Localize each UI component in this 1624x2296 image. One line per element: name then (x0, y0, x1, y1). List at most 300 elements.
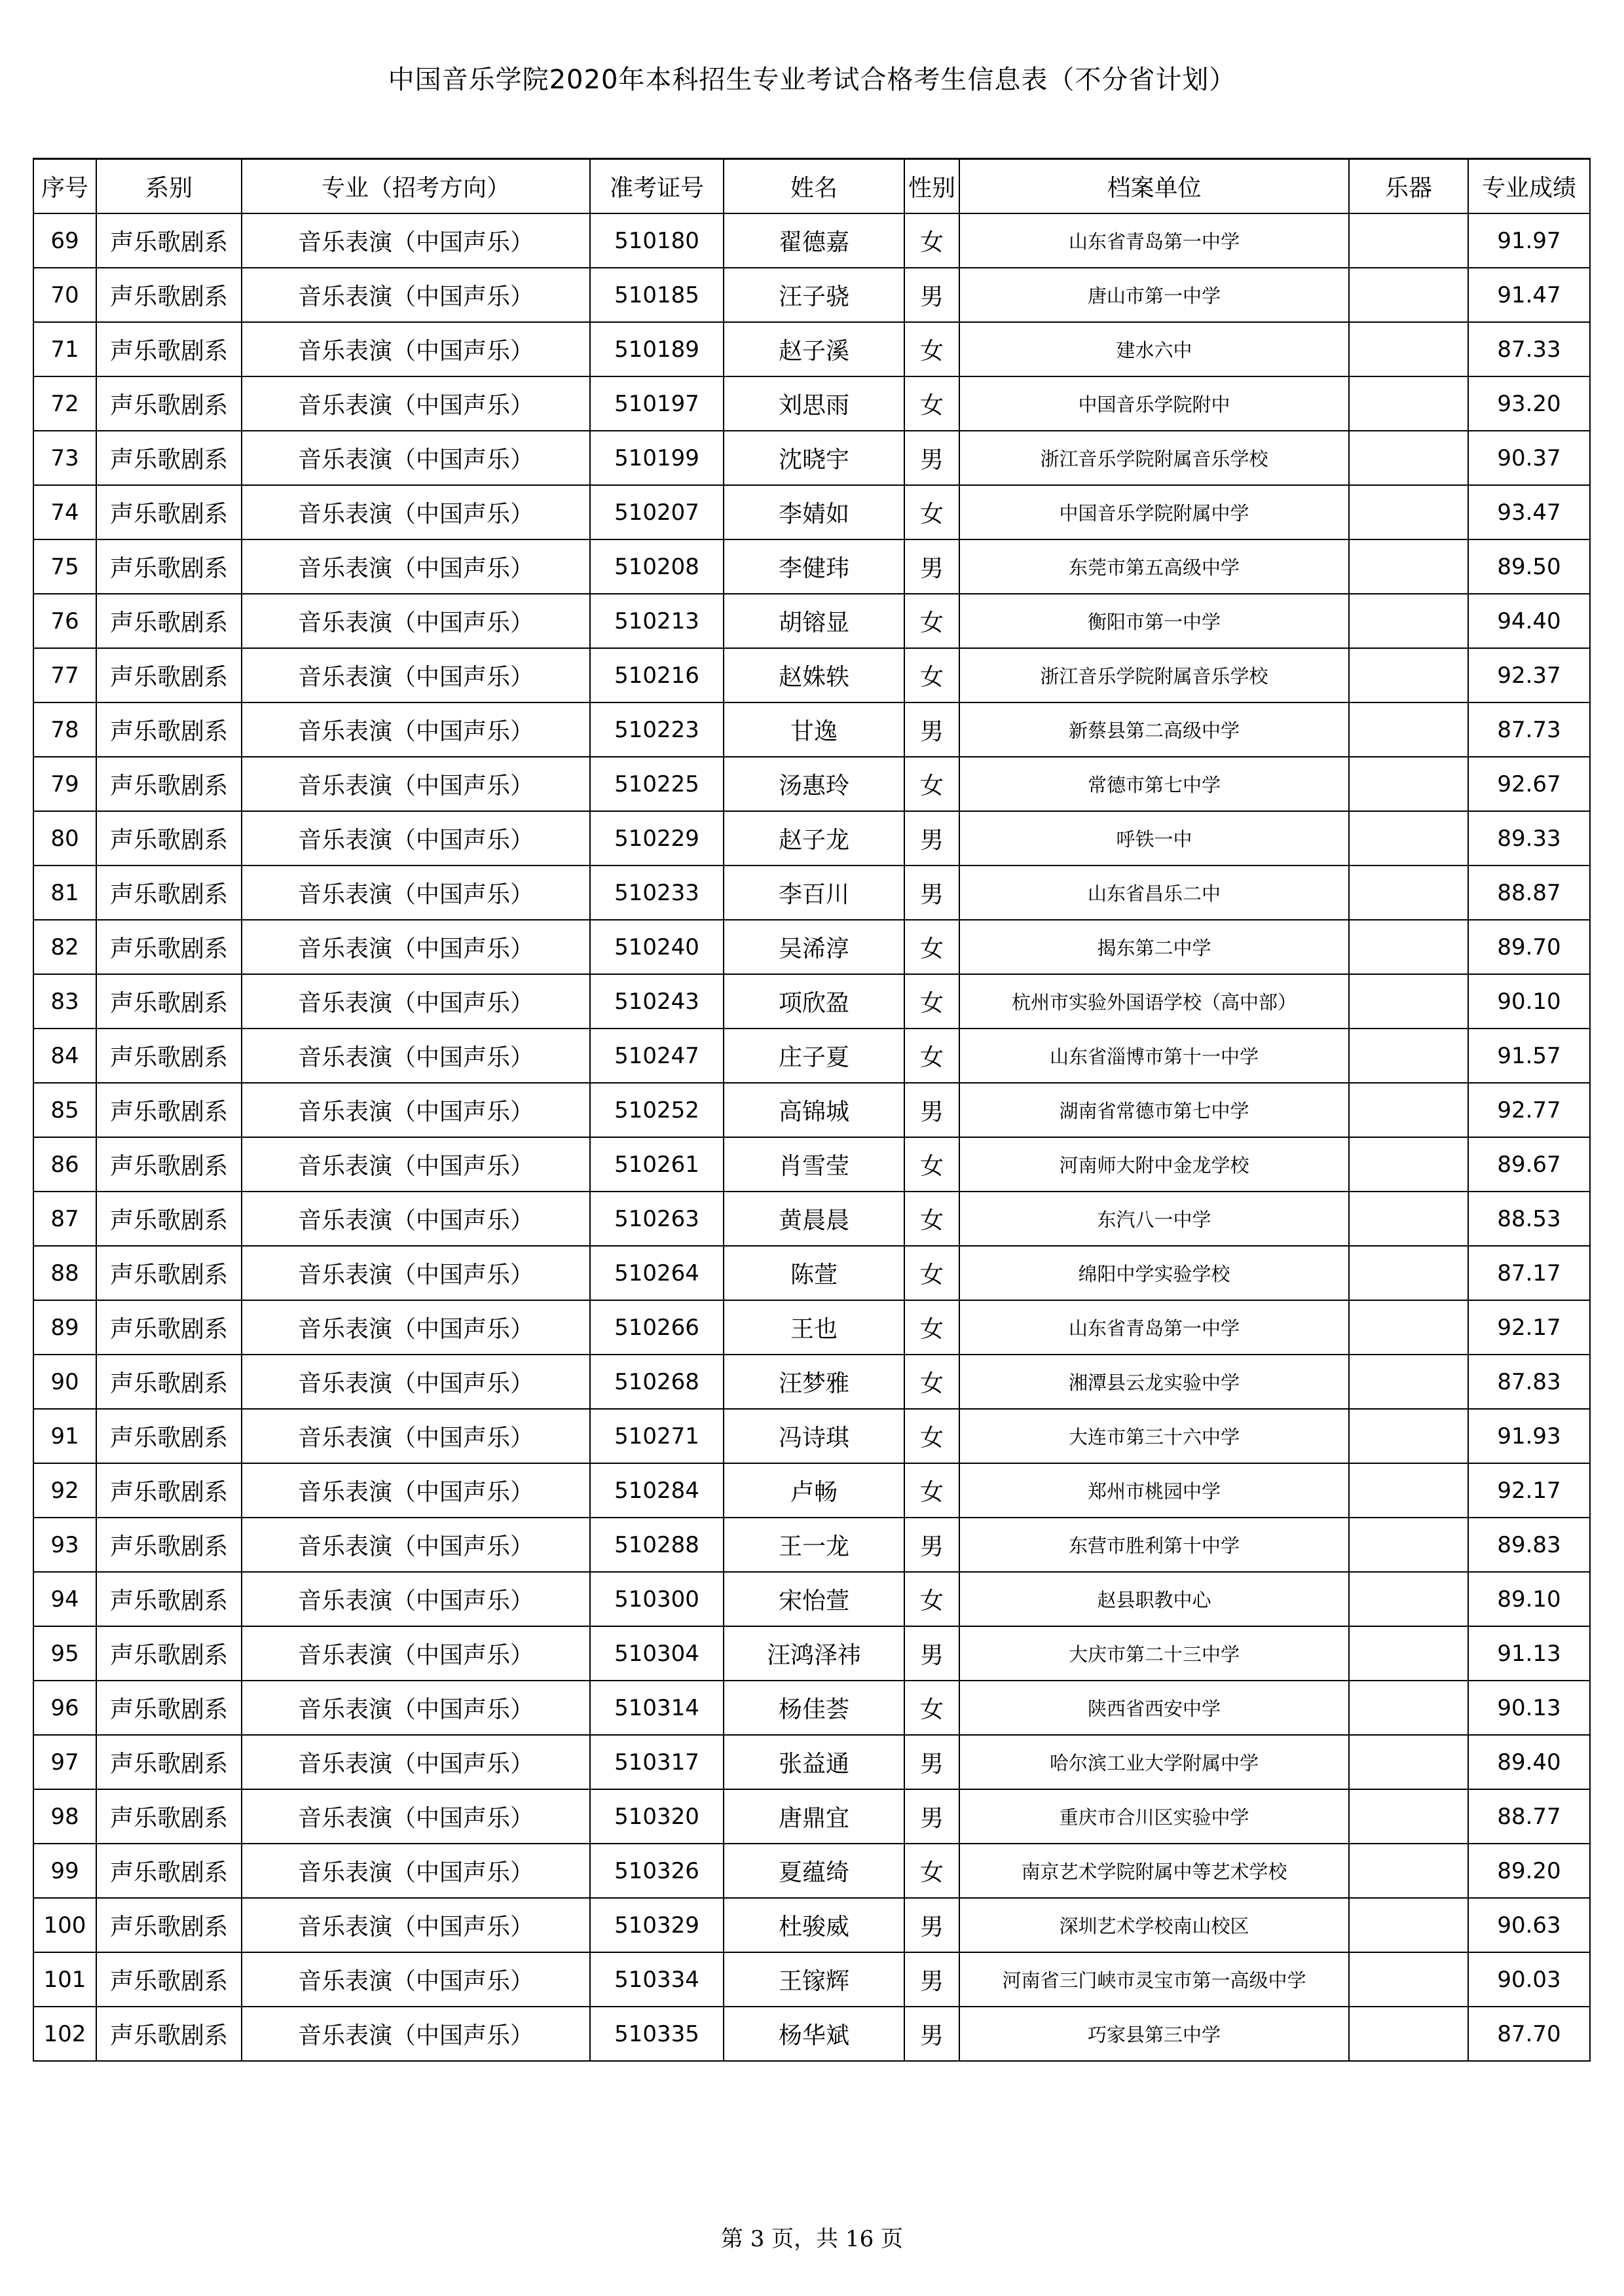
cell-gender: 男 (904, 1952, 959, 2007)
table-row (33, 539, 1590, 594)
table-row (33, 2007, 1590, 2061)
cell-major: 音乐表演（中国声乐） (242, 1681, 590, 1735)
cell-score: 88.53 (1468, 1192, 1590, 1246)
cell-exam-number: 510266 (590, 1300, 724, 1355)
cell-major: 音乐表演（中国声乐） (242, 1735, 590, 1789)
cell-gender: 男 (904, 268, 959, 322)
cell-gender: 男 (904, 866, 959, 920)
cell-exam-number: 510233 (590, 866, 724, 920)
table-row (33, 920, 1590, 974)
cell-gender: 男 (904, 1518, 959, 1572)
cell-archive-unit: 大庆市第二十三中学 (959, 1626, 1349, 1681)
cell-major: 音乐表演（中国声乐） (242, 431, 590, 485)
cell-index: 78 (33, 702, 96, 757)
cell-exam-number: 510247 (590, 1029, 724, 1083)
cell-score: 89.33 (1468, 811, 1590, 866)
candidate-table (33, 158, 1591, 2062)
cell-archive-unit: 衡阳市第一中学 (959, 594, 1349, 648)
cell-index: 84 (33, 1029, 96, 1083)
cell-gender: 女 (904, 920, 959, 974)
cell-major: 音乐表演（中国声乐） (242, 594, 590, 648)
cell-name: 吴浠淳 (724, 920, 904, 974)
cell-department: 声乐歌剧系 (96, 1898, 242, 1952)
cell-exam-number: 510213 (590, 594, 724, 648)
cell-major: 音乐表演（中国声乐） (242, 322, 590, 376)
cell-name: 杨佳荟 (724, 1681, 904, 1735)
cell-gender: 女 (904, 1681, 959, 1735)
header-instrument: 乐器 (1349, 159, 1468, 214)
header-index: 序号 (33, 159, 96, 214)
cell-name: 赵子溪 (724, 322, 904, 376)
cell-index: 90 (33, 1355, 96, 1409)
cell-name: 宋怡萱 (724, 1572, 904, 1626)
table-row (33, 1355, 1590, 1409)
cell-gender: 女 (904, 1300, 959, 1355)
cell-name: 汪鸿泽祎 (724, 1626, 904, 1681)
cell-instrument (1349, 1300, 1468, 1355)
cell-score: 89.50 (1468, 539, 1590, 594)
cell-exam-number: 510288 (590, 1518, 724, 1572)
cell-name: 肖雪莹 (724, 1137, 904, 1192)
table-header-row (33, 159, 1590, 214)
table-row (33, 1844, 1590, 1898)
cell-score: 90.10 (1468, 974, 1590, 1029)
cell-index: 95 (33, 1626, 96, 1681)
cell-archive-unit: 呼铁一中 (959, 811, 1349, 866)
cell-instrument (1349, 431, 1468, 485)
cell-instrument (1349, 2007, 1468, 2061)
table-row (33, 811, 1590, 866)
table-row (33, 974, 1590, 1029)
cell-department: 声乐歌剧系 (96, 485, 242, 539)
cell-score: 87.73 (1468, 702, 1590, 757)
cell-gender: 男 (904, 1626, 959, 1681)
cell-exam-number: 510252 (590, 1083, 724, 1137)
cell-score: 89.83 (1468, 1518, 1590, 1572)
cell-score: 92.17 (1468, 1463, 1590, 1518)
cell-instrument (1349, 1572, 1468, 1626)
cell-major: 音乐表演（中国声乐） (242, 1355, 590, 1409)
table-row (33, 1300, 1590, 1355)
cell-exam-number: 510208 (590, 539, 724, 594)
table-row (33, 1409, 1590, 1463)
cell-instrument (1349, 1246, 1468, 1300)
cell-instrument (1349, 376, 1468, 431)
cell-score: 89.20 (1468, 1844, 1590, 1898)
cell-exam-number: 510314 (590, 1681, 724, 1735)
cell-score: 91.47 (1468, 268, 1590, 322)
header-major: 专业（招考方向） (242, 159, 590, 214)
cell-gender: 男 (904, 702, 959, 757)
cell-name: 李健玮 (724, 539, 904, 594)
cell-index: 99 (33, 1844, 96, 1898)
cell-department: 声乐歌剧系 (96, 2007, 242, 2061)
header-exam-number: 准考证号 (590, 159, 724, 214)
cell-major: 音乐表演（中国声乐） (242, 648, 590, 702)
cell-score: 92.37 (1468, 648, 1590, 702)
cell-major: 音乐表演（中国声乐） (242, 1518, 590, 1572)
cell-instrument (1349, 1192, 1468, 1246)
cell-index: 71 (33, 322, 96, 376)
cell-archive-unit: 湘潭县云龙实验中学 (959, 1355, 1349, 1409)
cell-index: 86 (33, 1137, 96, 1192)
table-row (33, 268, 1590, 322)
cell-index: 97 (33, 1735, 96, 1789)
cell-archive-unit: 建水六中 (959, 322, 1349, 376)
cell-gender: 女 (904, 376, 959, 431)
table-row (33, 648, 1590, 702)
cell-score: 89.40 (1468, 1735, 1590, 1789)
cell-exam-number: 510185 (590, 268, 724, 322)
cell-major: 音乐表演（中国声乐） (242, 1952, 590, 2007)
table-row (33, 866, 1590, 920)
cell-instrument (1349, 866, 1468, 920)
cell-index: 85 (33, 1083, 96, 1137)
cell-major: 音乐表演（中国声乐） (242, 811, 590, 866)
table-row (33, 1463, 1590, 1518)
cell-archive-unit: 巧家县第三中学 (959, 2007, 1349, 2061)
cell-index: 100 (33, 1898, 96, 1952)
cell-instrument (1349, 648, 1468, 702)
cell-department: 声乐歌剧系 (96, 811, 242, 866)
cell-score: 91.13 (1468, 1626, 1590, 1681)
cell-score: 87.33 (1468, 322, 1590, 376)
cell-department: 声乐歌剧系 (96, 322, 242, 376)
cell-gender: 女 (904, 757, 959, 811)
table-row (33, 485, 1590, 539)
cell-instrument (1349, 1409, 1468, 1463)
cell-archive-unit: 南京艺术学院附属中等艺术学校 (959, 1844, 1349, 1898)
cell-score: 87.70 (1468, 2007, 1590, 2061)
cell-index: 82 (33, 920, 96, 974)
cell-gender: 女 (904, 594, 959, 648)
header-department: 系别 (96, 159, 242, 214)
cell-index: 70 (33, 268, 96, 322)
cell-instrument (1349, 1735, 1468, 1789)
cell-exam-number: 510207 (590, 485, 724, 539)
cell-score: 89.70 (1468, 920, 1590, 974)
cell-instrument (1349, 974, 1468, 1029)
cell-index: 98 (33, 1789, 96, 1844)
cell-name: 沈晓宇 (724, 431, 904, 485)
cell-major: 音乐表演（中国声乐） (242, 1029, 590, 1083)
cell-department: 声乐歌剧系 (96, 1083, 242, 1137)
cell-exam-number: 510334 (590, 1952, 724, 2007)
cell-department: 声乐歌剧系 (96, 1681, 242, 1735)
cell-instrument (1349, 322, 1468, 376)
cell-score: 91.57 (1468, 1029, 1590, 1083)
cell-name: 项欣盈 (724, 974, 904, 1029)
cell-name: 陈萱 (724, 1246, 904, 1300)
cell-index: 101 (33, 1952, 96, 2007)
cell-exam-number: 510180 (590, 213, 724, 268)
cell-name: 李百川 (724, 866, 904, 920)
cell-name: 王一龙 (724, 1518, 904, 1572)
cell-gender: 女 (904, 1192, 959, 1246)
cell-gender: 女 (904, 485, 959, 539)
cell-instrument (1349, 1355, 1468, 1409)
cell-major: 音乐表演（中国声乐） (242, 1300, 590, 1355)
cell-name: 李婧如 (724, 485, 904, 539)
table-row (33, 1626, 1590, 1681)
cell-gender: 女 (904, 1409, 959, 1463)
cell-score: 91.93 (1468, 1409, 1590, 1463)
cell-instrument (1349, 702, 1468, 757)
page-number: 第 3 页，共 16 页 (720, 2226, 904, 2252)
cell-score: 88.77 (1468, 1789, 1590, 1844)
table-body (33, 213, 1590, 2061)
cell-major: 音乐表演（中国声乐） (242, 757, 590, 811)
table-row (33, 1083, 1590, 1137)
cell-exam-number: 510216 (590, 648, 724, 702)
cell-instrument (1349, 1137, 1468, 1192)
cell-score: 90.37 (1468, 431, 1590, 485)
cell-index: 89 (33, 1300, 96, 1355)
cell-archive-unit: 郑州市桃园中学 (959, 1463, 1349, 1518)
cell-gender: 男 (904, 1898, 959, 1952)
cell-instrument (1349, 1083, 1468, 1137)
cell-gender: 女 (904, 1246, 959, 1300)
cell-department: 声乐歌剧系 (96, 1463, 242, 1518)
cell-department: 声乐歌剧系 (96, 648, 242, 702)
cell-score: 90.03 (1468, 1952, 1590, 2007)
cell-department: 声乐歌剧系 (96, 1246, 242, 1300)
cell-archive-unit: 绵阳中学实验学校 (959, 1246, 1349, 1300)
cell-instrument (1349, 1789, 1468, 1844)
cell-exam-number: 510329 (590, 1898, 724, 1952)
cell-department: 声乐歌剧系 (96, 268, 242, 322)
cell-gender: 女 (904, 648, 959, 702)
cell-index: 72 (33, 376, 96, 431)
cell-name: 刘思雨 (724, 376, 904, 431)
table-row (33, 376, 1590, 431)
cell-gender: 女 (904, 1137, 959, 1192)
cell-gender: 女 (904, 1572, 959, 1626)
cell-score: 92.77 (1468, 1083, 1590, 1137)
cell-gender: 女 (904, 1463, 959, 1518)
cell-archive-unit: 东营市胜利第十中学 (959, 1518, 1349, 1572)
table-row (33, 1572, 1590, 1626)
cell-index: 69 (33, 213, 96, 268)
cell-department: 声乐歌剧系 (96, 1952, 242, 2007)
cell-exam-number: 510300 (590, 1572, 724, 1626)
cell-exam-number: 510264 (590, 1246, 724, 1300)
cell-archive-unit: 大连市第三十六中学 (959, 1409, 1349, 1463)
cell-exam-number: 510189 (590, 322, 724, 376)
cell-archive-unit: 河南省三门峡市灵宝市第一高级中学 (959, 1952, 1349, 2007)
header-gender: 性别 (904, 159, 959, 214)
table-row (33, 1518, 1590, 1572)
cell-index: 74 (33, 485, 96, 539)
cell-major: 音乐表演（中国声乐） (242, 702, 590, 757)
cell-index: 73 (33, 431, 96, 485)
cell-department: 声乐歌剧系 (96, 1626, 242, 1681)
cell-name: 夏蕴绮 (724, 1844, 904, 1898)
cell-archive-unit: 湖南省常德市第七中学 (959, 1083, 1349, 1137)
cell-exam-number: 510199 (590, 431, 724, 485)
cell-gender: 男 (904, 1789, 959, 1844)
cell-department: 声乐歌剧系 (96, 1735, 242, 1789)
cell-archive-unit: 重庆市合川区实验中学 (959, 1789, 1349, 1844)
cell-instrument (1349, 1626, 1468, 1681)
cell-score: 91.97 (1468, 213, 1590, 268)
cell-exam-number: 510243 (590, 974, 724, 1029)
table-row (33, 213, 1590, 268)
cell-name: 王镓辉 (724, 1952, 904, 2007)
cell-name: 冯诗琪 (724, 1409, 904, 1463)
cell-major: 音乐表演（中国声乐） (242, 1789, 590, 1844)
cell-instrument (1349, 920, 1468, 974)
cell-exam-number: 510335 (590, 2007, 724, 2061)
cell-major: 音乐表演（中国声乐） (242, 2007, 590, 2061)
cell-archive-unit: 山东省淄博市第十一中学 (959, 1029, 1349, 1083)
cell-index: 75 (33, 539, 96, 594)
cell-index: 76 (33, 594, 96, 648)
cell-archive-unit: 浙江音乐学院附属音乐学校 (959, 648, 1349, 702)
cell-department: 声乐歌剧系 (96, 431, 242, 485)
cell-department: 声乐歌剧系 (96, 1572, 242, 1626)
cell-gender: 女 (904, 322, 959, 376)
cell-index: 94 (33, 1572, 96, 1626)
cell-archive-unit: 山东省昌乐二中 (959, 866, 1349, 920)
cell-exam-number: 510284 (590, 1463, 724, 1518)
cell-index: 79 (33, 757, 96, 811)
cell-major: 音乐表演（中国声乐） (242, 1626, 590, 1681)
cell-exam-number: 510320 (590, 1789, 724, 1844)
cell-department: 声乐歌剧系 (96, 1029, 242, 1083)
cell-department: 声乐歌剧系 (96, 1789, 242, 1844)
cell-name: 赵姝轶 (724, 648, 904, 702)
cell-instrument (1349, 594, 1468, 648)
cell-score: 93.20 (1468, 376, 1590, 431)
header-name: 姓名 (724, 159, 904, 214)
cell-instrument (1349, 213, 1468, 268)
cell-exam-number: 510326 (590, 1844, 724, 1898)
cell-index: 88 (33, 1246, 96, 1300)
cell-name: 汪梦雅 (724, 1355, 904, 1409)
cell-exam-number: 510261 (590, 1137, 724, 1192)
cell-gender: 男 (904, 1735, 959, 1789)
cell-index: 77 (33, 648, 96, 702)
cell-major: 音乐表演（中国声乐） (242, 1463, 590, 1518)
cell-name: 胡镕显 (724, 594, 904, 648)
cell-gender: 女 (904, 1844, 959, 1898)
cell-major: 音乐表演（中国声乐） (242, 1137, 590, 1192)
cell-exam-number: 510223 (590, 702, 724, 757)
cell-gender: 男 (904, 1083, 959, 1137)
cell-gender: 男 (904, 431, 959, 485)
cell-department: 声乐歌剧系 (96, 1355, 242, 1409)
cell-name: 杨华斌 (724, 2007, 904, 2061)
cell-department: 声乐歌剧系 (96, 213, 242, 268)
cell-index: 102 (33, 2007, 96, 2061)
cell-name: 庄子夏 (724, 1029, 904, 1083)
table-row (33, 702, 1590, 757)
cell-score: 94.40 (1468, 594, 1590, 648)
cell-major: 音乐表演（中国声乐） (242, 539, 590, 594)
table-row (33, 1192, 1590, 1246)
cell-archive-unit: 赵县职教中心 (959, 1572, 1349, 1626)
cell-major: 音乐表演（中国声乐） (242, 920, 590, 974)
cell-exam-number: 510263 (590, 1192, 724, 1246)
table-row (33, 1681, 1590, 1735)
cell-name: 汤惠玲 (724, 757, 904, 811)
cell-major: 音乐表演（中国声乐） (242, 1572, 590, 1626)
table-row (33, 1029, 1590, 1083)
table-row (33, 1246, 1590, 1300)
cell-major: 音乐表演（中国声乐） (242, 268, 590, 322)
cell-exam-number: 510317 (590, 1735, 724, 1789)
cell-archive-unit: 东莞市第五高级中学 (959, 539, 1349, 594)
cell-score: 92.67 (1468, 757, 1590, 811)
cell-department: 声乐歌剧系 (96, 920, 242, 974)
cell-department: 声乐歌剧系 (96, 539, 242, 594)
cell-archive-unit: 常德市第七中学 (959, 757, 1349, 811)
cell-instrument (1349, 1463, 1468, 1518)
cell-department: 声乐歌剧系 (96, 1192, 242, 1246)
cell-major: 音乐表演（中国声乐） (242, 213, 590, 268)
header-archive-unit: 档案单位 (959, 159, 1349, 214)
cell-archive-unit: 杭州市实验外国语学校（高中部） (959, 974, 1349, 1029)
cell-major: 音乐表演（中国声乐） (242, 974, 590, 1029)
cell-name: 高锦城 (724, 1083, 904, 1137)
cell-archive-unit: 浙江音乐学院附属音乐学校 (959, 431, 1349, 485)
cell-gender: 女 (904, 1029, 959, 1083)
cell-score: 90.63 (1468, 1898, 1590, 1952)
cell-archive-unit: 哈尔滨工业大学附属中学 (959, 1735, 1349, 1789)
cell-exam-number: 510240 (590, 920, 724, 974)
cell-gender: 女 (904, 213, 959, 268)
cell-department: 声乐歌剧系 (96, 1518, 242, 1572)
cell-major: 音乐表演（中国声乐） (242, 866, 590, 920)
cell-name: 卢畅 (724, 1463, 904, 1518)
header-score: 专业成绩 (1468, 159, 1590, 214)
cell-exam-number: 510197 (590, 376, 724, 431)
table-row (33, 1137, 1590, 1192)
table-row (33, 322, 1590, 376)
cell-major: 音乐表演（中国声乐） (242, 485, 590, 539)
document-title: 中国音乐学院2020年本科招生专业考试合格考生信息表（不分省计划） (388, 65, 1236, 95)
cell-instrument (1349, 1518, 1468, 1572)
cell-exam-number: 510229 (590, 811, 724, 866)
cell-exam-number: 510225 (590, 757, 724, 811)
cell-score: 93.47 (1468, 485, 1590, 539)
cell-archive-unit: 东汽八一中学 (959, 1192, 1349, 1246)
cell-instrument (1349, 539, 1468, 594)
cell-archive-unit: 唐山市第一中学 (959, 268, 1349, 322)
table-row (33, 1735, 1590, 1789)
cell-index: 80 (33, 811, 96, 866)
table-row (33, 757, 1590, 811)
cell-archive-unit: 中国音乐学院附属中学 (959, 485, 1349, 539)
cell-name: 甘逸 (724, 702, 904, 757)
cell-department: 声乐歌剧系 (96, 594, 242, 648)
cell-major: 音乐表演（中国声乐） (242, 1246, 590, 1300)
cell-archive-unit: 深圳艺术学校南山校区 (959, 1898, 1349, 1952)
cell-department: 声乐歌剧系 (96, 757, 242, 811)
cell-gender: 男 (904, 811, 959, 866)
cell-instrument (1349, 1029, 1468, 1083)
cell-score: 89.10 (1468, 1572, 1590, 1626)
cell-exam-number: 510304 (590, 1626, 724, 1681)
cell-archive-unit: 新蔡县第二高级中学 (959, 702, 1349, 757)
cell-department: 声乐歌剧系 (96, 1844, 242, 1898)
cell-major: 音乐表演（中国声乐） (242, 1898, 590, 1952)
cell-major: 音乐表演（中国声乐） (242, 1844, 590, 1898)
cell-archive-unit: 山东省青岛第一中学 (959, 1300, 1349, 1355)
cell-archive-unit: 中国音乐学院附中 (959, 376, 1349, 431)
cell-instrument (1349, 268, 1468, 322)
